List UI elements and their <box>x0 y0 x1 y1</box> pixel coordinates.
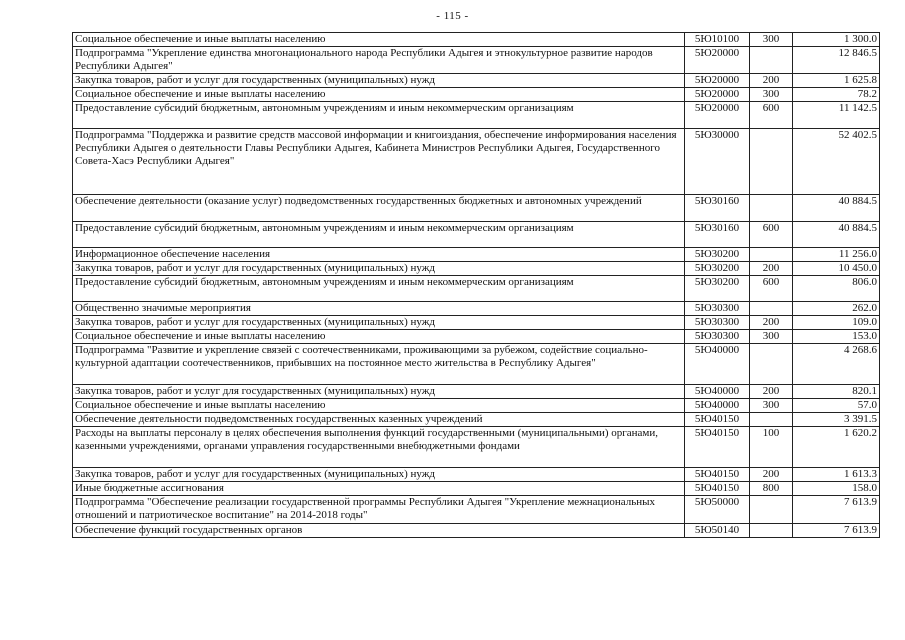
row-amount-cell: 57.0 <box>793 399 880 413</box>
table-row <box>73 413 880 427</box>
row-expense-type-cell: 300 <box>750 399 793 413</box>
table-row <box>73 129 880 195</box>
row-amount-cell: 7 613.9 <box>793 496 880 524</box>
row-target-code-cell: 5Ю40150 <box>685 413 750 427</box>
table-row <box>73 468 880 482</box>
row-expense-type-cell: 200 <box>750 262 793 276</box>
row-target-code-cell: 5Ю30200 <box>685 262 750 276</box>
row-expense-type-cell <box>750 248 793 262</box>
row-target-code-cell: 5Ю30300 <box>685 330 750 344</box>
row-target-code-cell: 5Ю40000 <box>685 399 750 413</box>
row-name-cell: Обеспечение деятельности подведомственных государственных казенных учреждений <box>73 413 685 427</box>
table-row <box>73 74 880 88</box>
table-row <box>73 482 880 496</box>
row-name-cell: Предоставление субсидий бюджетным, автономным учреждениям и иным некоммерческим организациям <box>73 222 685 248</box>
row-target-code-cell: 5Ю30160 <box>685 195 750 222</box>
row-amount-cell: 52 402.5 <box>793 129 880 195</box>
row-expense-type-cell: 200 <box>750 468 793 482</box>
row-expense-type-cell: 200 <box>750 385 793 399</box>
table-row <box>73 399 880 413</box>
table-row <box>73 427 880 468</box>
table-row <box>73 316 880 330</box>
table-row <box>73 385 880 399</box>
row-name-cell: Иные бюджетные ассигнования <box>73 482 685 496</box>
row-amount-cell: 1 625.8 <box>793 74 880 88</box>
row-name-cell: Предоставление субсидий бюджетным, автономным учреждениям и иным некоммерческим организациям <box>73 276 685 302</box>
row-target-code-cell: 5Ю40000 <box>685 385 750 399</box>
row-name-cell: Предоставление субсидий бюджетным, автономным учреждениям и иным некоммерческим организациям <box>73 102 685 129</box>
row-name-cell: Закупка товаров, работ и услуг для государственных (муниципальных) нужд <box>73 262 685 276</box>
table-row <box>73 195 880 222</box>
row-target-code-cell: 5Ю30160 <box>685 222 750 248</box>
budget-table-body <box>73 33 880 538</box>
row-name-cell: Социальное обеспечение и иные выплаты населению <box>73 88 685 102</box>
row-target-code-cell: 5Ю30300 <box>685 316 750 330</box>
row-name-cell: Информационное обеспечение населения <box>73 248 685 262</box>
row-name-cell: Общественно значимые мероприятия <box>73 302 685 316</box>
row-target-code-cell: 5Ю20000 <box>685 102 750 129</box>
row-name-cell: Подпрограмма "Развитие и укрепление связей с соотечественниками, проживающими за рубежом, содействие социально-культурной адаптации соотечественников, прибывших на постоянное место жительства в Республику Адыгея" <box>73 344 685 385</box>
row-amount-cell: 3 391.5 <box>793 413 880 427</box>
row-expense-type-cell <box>750 302 793 316</box>
row-expense-type-cell: 300 <box>750 330 793 344</box>
row-amount-cell: 153.0 <box>793 330 880 344</box>
row-name-cell: Социальное обеспечение и иные выплаты населению <box>73 330 685 344</box>
table-row <box>73 33 880 47</box>
row-amount-cell: 1 300.0 <box>793 33 880 47</box>
row-target-code-cell: 5Ю30300 <box>685 302 750 316</box>
row-amount-cell: 78.2 <box>793 88 880 102</box>
table-row <box>73 276 880 302</box>
row-name-cell: Расходы на выплаты персоналу в целях обеспечения выполнения функций государственными (муниципальными) органами, казенными учреждениями, органами управления государственными внебюджетными фондами <box>73 427 685 468</box>
row-expense-type-cell <box>750 47 793 74</box>
row-target-code-cell: 5Ю20000 <box>685 47 750 74</box>
row-expense-type-cell <box>750 524 793 538</box>
row-name-cell: Социальное обеспечение и иные выплаты населению <box>73 33 685 47</box>
row-expense-type-cell: 100 <box>750 427 793 468</box>
row-target-code-cell: 5Ю40000 <box>685 344 750 385</box>
row-target-code-cell: 5Ю40150 <box>685 427 750 468</box>
table-row <box>73 248 880 262</box>
page-number: - 115 - <box>436 10 469 22</box>
row-name-cell: Подпрограмма "Обеспечение реализации государственной программы Республики Адыгея "Укрепление межнациональных отношений и патриотическое воспитание" на 2014-2018 годы" <box>73 496 685 524</box>
row-amount-cell: 40 884.5 <box>793 222 880 248</box>
row-target-code-cell: 5Ю40150 <box>685 482 750 496</box>
row-amount-cell: 158.0 <box>793 482 880 496</box>
table-row <box>73 302 880 316</box>
row-expense-type-cell: 600 <box>750 102 793 129</box>
row-name-cell: Обеспечение деятельности (оказание услуг) подведомственных государственных бюджетных и автономных учреждений <box>73 195 685 222</box>
row-expense-type-cell: 300 <box>750 33 793 47</box>
row-expense-type-cell <box>750 195 793 222</box>
row-name-cell: Закупка товаров, работ и услуг для государственных (муниципальных) нужд <box>73 385 685 399</box>
row-target-code-cell: 5Ю40150 <box>685 468 750 482</box>
row-target-code-cell: 5Ю50000 <box>685 496 750 524</box>
row-amount-cell: 1 613.3 <box>793 468 880 482</box>
row-expense-type-cell: 300 <box>750 88 793 102</box>
row-expense-type-cell <box>750 496 793 524</box>
row-expense-type-cell: 200 <box>750 316 793 330</box>
row-amount-cell: 40 884.5 <box>793 195 880 222</box>
table-row <box>73 262 880 276</box>
budget-table <box>72 32 880 538</box>
row-name-cell: Закупка товаров, работ и услуг для государственных (муниципальных) нужд <box>73 74 685 88</box>
row-amount-cell: 109.0 <box>793 316 880 330</box>
row-name-cell: Социальное обеспечение и иные выплаты населению <box>73 399 685 413</box>
row-amount-cell: 11 142.5 <box>793 102 880 129</box>
row-amount-cell: 12 846.5 <box>793 47 880 74</box>
row-amount-cell: 262.0 <box>793 302 880 316</box>
table-row <box>73 524 880 538</box>
row-name-cell: Подпрограмма "Поддержка и развитие средств массовой информации и книгоиздания, обеспечение информирования населения Республики Адыгея о деятельности Главы Республики Адыгея, Кабинета Министров Республики Адыгея, Государственного Совета-Хасэ Республики Адыгея" <box>73 129 685 195</box>
row-expense-type-cell: 800 <box>750 482 793 496</box>
row-expense-type-cell: 600 <box>750 276 793 302</box>
row-target-code-cell: 5Ю20000 <box>685 88 750 102</box>
row-expense-type-cell <box>750 344 793 385</box>
row-amount-cell: 4 268.6 <box>793 344 880 385</box>
row-amount-cell: 1 620.2 <box>793 427 880 468</box>
table-row <box>73 88 880 102</box>
table-row <box>73 47 880 74</box>
table-row <box>73 222 880 248</box>
row-name-cell: Закупка товаров, работ и услуг для государственных (муниципальных) нужд <box>73 316 685 330</box>
row-name-cell: Обеспечение функций государственных органов <box>73 524 685 538</box>
row-target-code-cell: 5Ю20000 <box>685 74 750 88</box>
row-target-code-cell: 5Ю30200 <box>685 248 750 262</box>
table-row <box>73 102 880 129</box>
table-row <box>73 330 880 344</box>
row-target-code-cell: 5Ю10100 <box>685 33 750 47</box>
row-target-code-cell: 5Ю50140 <box>685 524 750 538</box>
row-amount-cell: 820.1 <box>793 385 880 399</box>
row-name-cell: Подпрограмма "Укрепление единства многонационального народа Республики Адыгея и этнокультурное развитие народов Республики Адыгея" <box>73 47 685 74</box>
row-expense-type-cell: 600 <box>750 222 793 248</box>
row-amount-cell: 806.0 <box>793 276 880 302</box>
row-expense-type-cell <box>750 413 793 427</box>
table-row <box>73 344 880 385</box>
row-expense-type-cell: 200 <box>750 74 793 88</box>
table-row <box>73 496 880 524</box>
row-target-code-cell: 5Ю30200 <box>685 276 750 302</box>
row-amount-cell: 10 450.0 <box>793 262 880 276</box>
row-target-code-cell: 5Ю30000 <box>685 129 750 195</box>
row-amount-cell: 7 613.9 <box>793 524 880 538</box>
row-name-cell: Закупка товаров, работ и услуг для государственных (муниципальных) нужд <box>73 468 685 482</box>
row-expense-type-cell <box>750 129 793 195</box>
row-amount-cell: 11 256.0 <box>793 248 880 262</box>
